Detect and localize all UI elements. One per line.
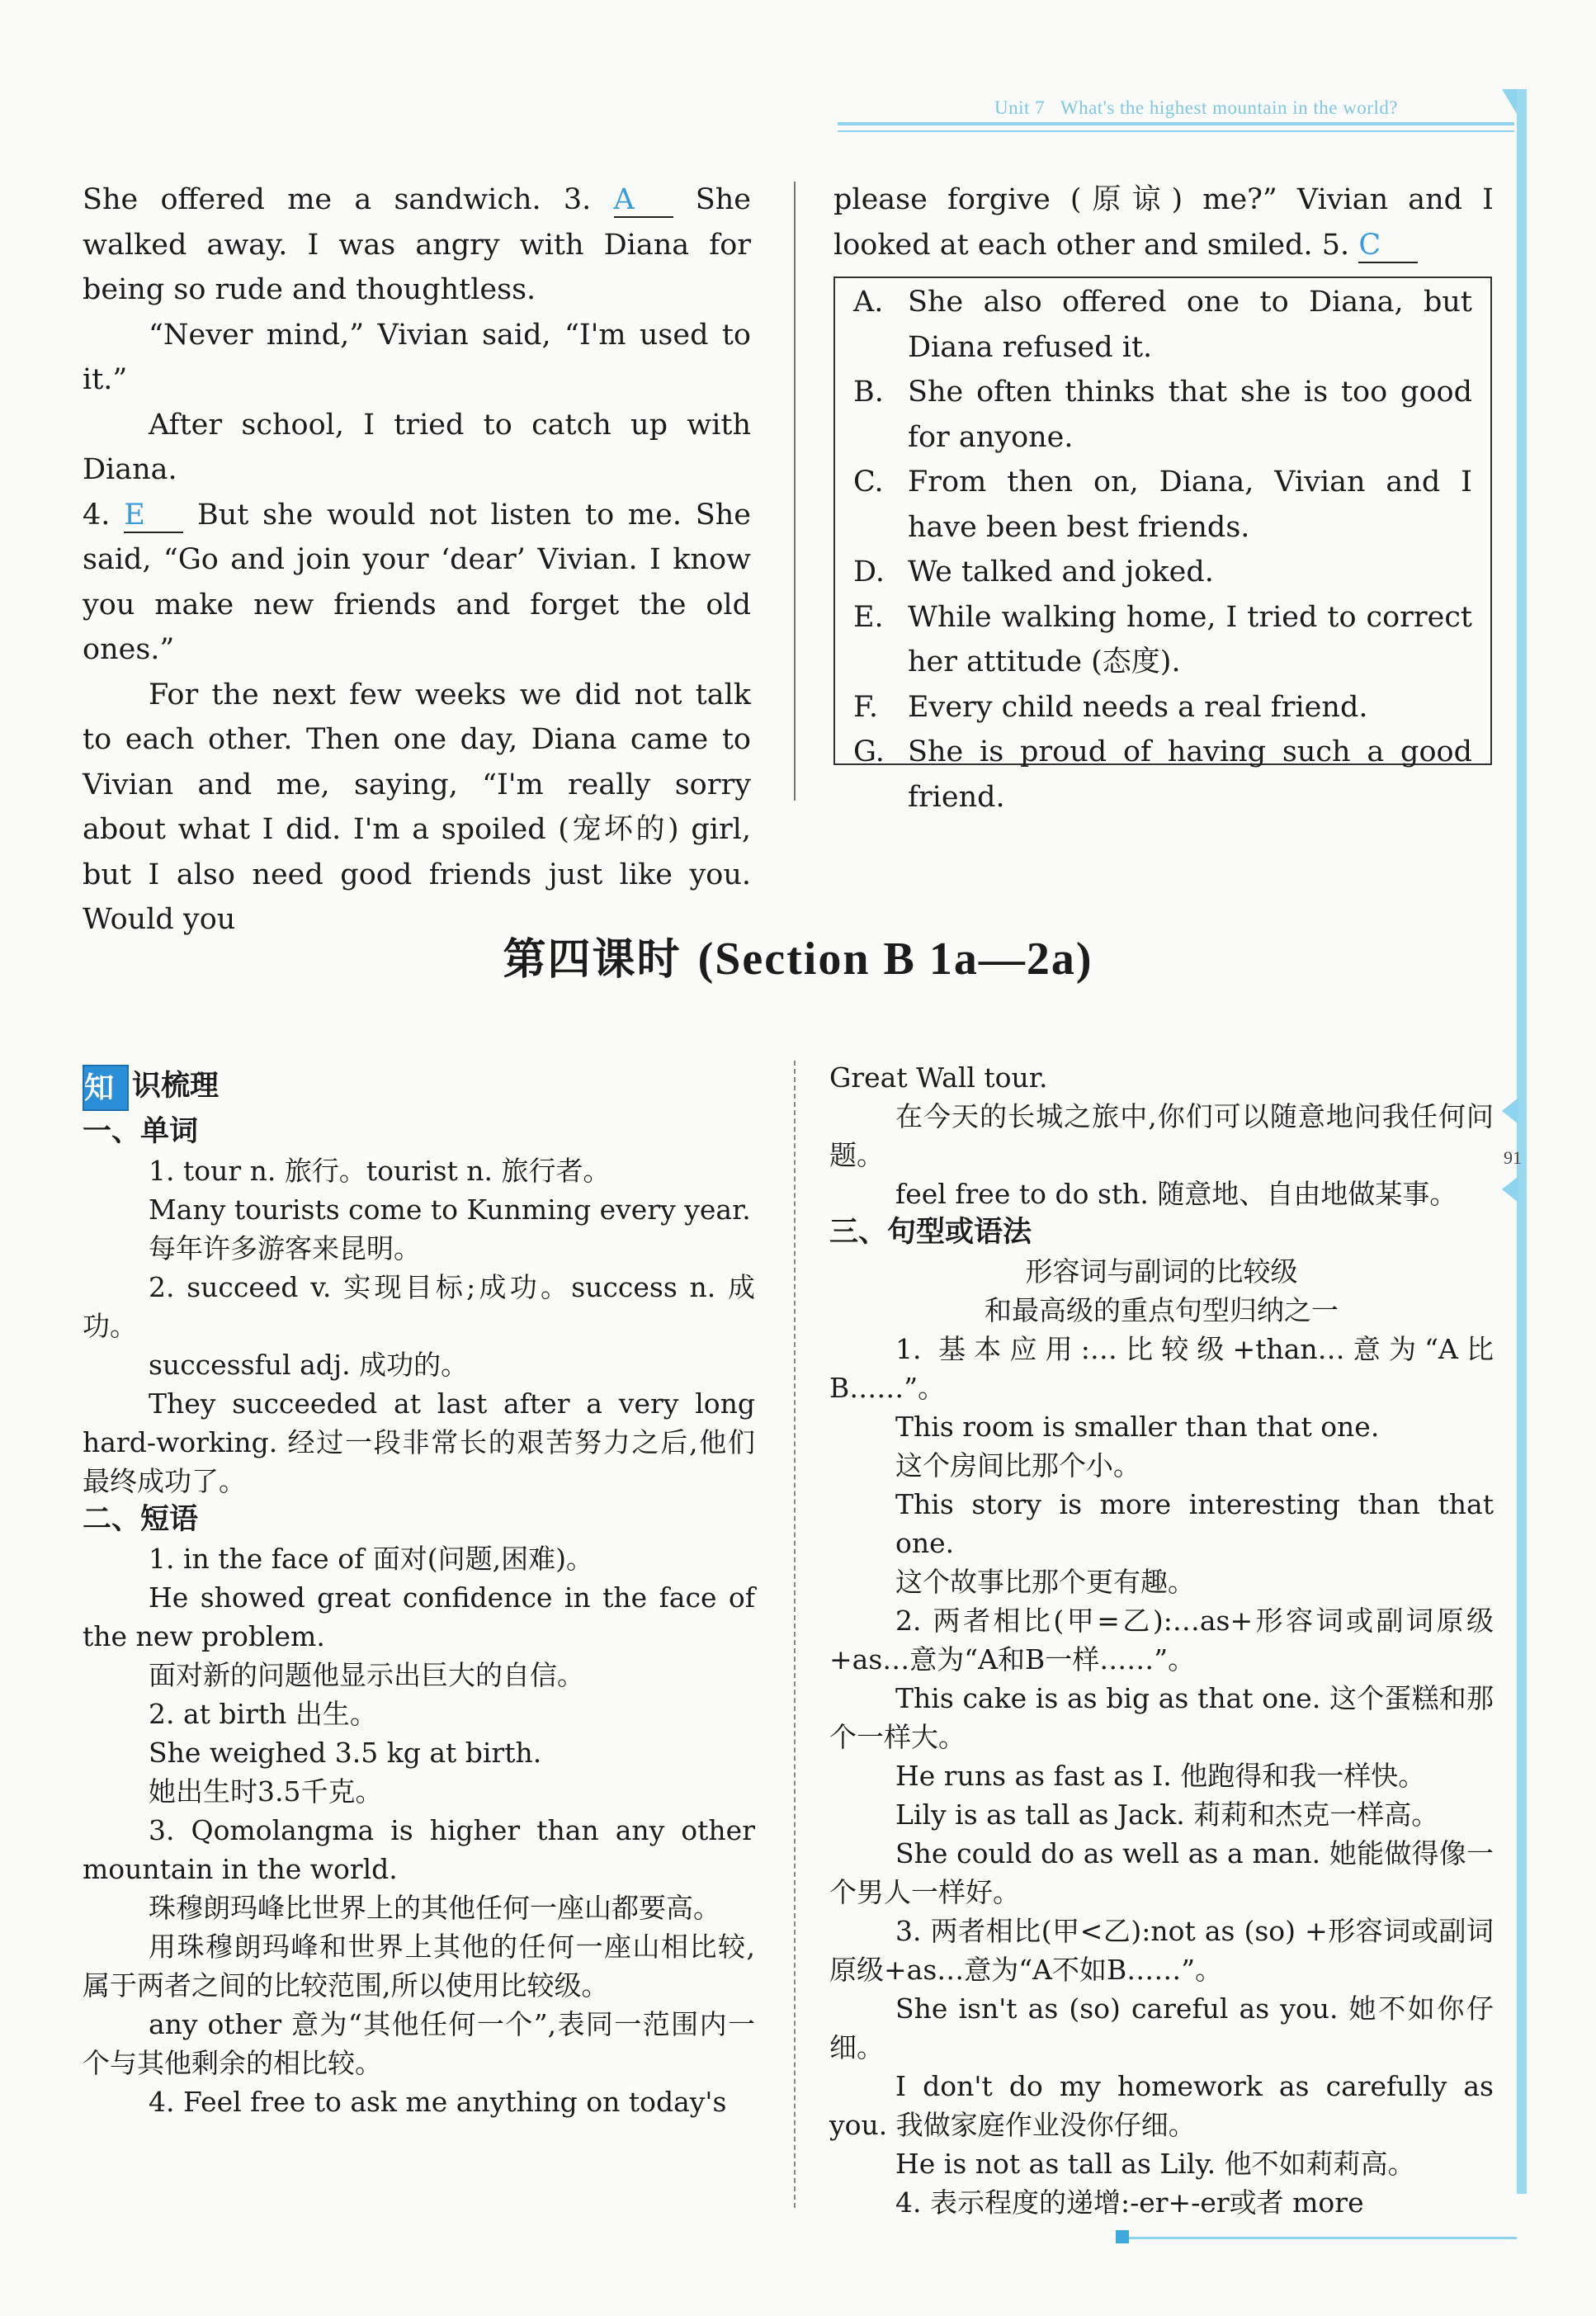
text-line: This cake is as big as that one. 这个蛋糕和那个一样大。 [829, 1682, 1494, 1753]
text-line: 1. in the face of 面对(问题,困难)。 [149, 1543, 594, 1575]
subheading-grammar: 三、句型或语法 [829, 1216, 1032, 1249]
reading-paragraph: please forgive (原谅) me?” Vivian and I looked at each other and smiled. 5. C [833, 183, 1494, 262]
reading-paragraph: “Never mind,” Vivian said, “I'm used to it.” [83, 318, 751, 396]
text-line: 3. Qomolangma is higher than any other mountain in the world. [83, 1814, 755, 1885]
text-line: 4. 表示程度的递增:-er+-er或者 more [895, 2186, 1364, 2219]
answer-blank[interactable]: C [1358, 229, 1418, 263]
text-line: Great Wall tour. [829, 1061, 1048, 1094]
text-line: She weighed 3.5 kg at birth. [149, 1737, 542, 1769]
text-line: 2. at birth 出生。 [149, 1698, 377, 1730]
option-item: G. She is proud of having such a good friend. [853, 735, 1472, 814]
page-number: 91 [1504, 1147, 1522, 1168]
text-line: Many tourists come to Kunming every year. [149, 1193, 751, 1226]
text-line: This story is more interesting than that one. [895, 1488, 1494, 1559]
option-item: E. While walking home, I tried to correct her attitude (态度). [853, 600, 1472, 678]
text-line: 珠穆朗玛峰比世界上的其他任何一座山都要高。 [149, 1892, 720, 1924]
text-line: He is not as tall as Lily. 他不如莉莉高。 [895, 2148, 1415, 2180]
text-line: 这个故事比那个更有趣。 [895, 1566, 1195, 1598]
edge-marker-icon [1502, 1098, 1518, 1124]
subheading-phrases: 二、短语 [83, 1503, 199, 1536]
text-line: 这个房间比那个小。 [895, 1449, 1140, 1482]
text-line: feel free to do sth. 随意地、自由地做某事。 [895, 1178, 1457, 1210]
option-item: F. Every child needs a real friend. [853, 690, 1368, 724]
option-item: C. From then on, Diana, Vivian and I have been best friends. [853, 466, 1472, 544]
subheading-words: 一、单词 [83, 1115, 199, 1148]
text-line: 在今天的长城之旅中,你们可以随意地问我任何问题。 [829, 1100, 1494, 1171]
reading-left-column [83, 177, 751, 943]
text-line: 面对新的问题他显示出巨大的自信。 [149, 1659, 584, 1691]
knowledge-badge-icon: 知 [83, 1065, 129, 1111]
text-line: They succeeded at last after a very long hard-working. 经过一段非常长的艰苦努力之后,他们最终成功了。 [83, 1387, 755, 1497]
text-line: 用珠穆朗玛峰和世界上其他的任何一座山相比较,属于两者之间的比较范围,所以使用比较级。 [83, 1931, 755, 2002]
text-line: She isn't as (so) careful as you. 她不如你仔细。 [829, 1992, 1494, 2063]
text-line: 2. 两者相比(甲=乙):…as+形容词或副词原级+as…意为“A和B一样……”。 [829, 1605, 1494, 1676]
text-line: Lily is as tall as Jack. 莉莉和杰克一样高。 [895, 1798, 1439, 1831]
edge-notch [1502, 89, 1517, 114]
header-rule [838, 122, 1514, 125]
text-line: He showed great confidence in the face of the new problem. [83, 1581, 755, 1652]
knowledge-right-column [829, 1058, 1494, 2222]
section-title: 第四课时 (Section B 1a—2a) [503, 933, 1093, 985]
answer-blank[interactable]: A [614, 183, 673, 218]
text-line: I don't do my homework as carefully as you. 我做家庭作业没你仔细。 [829, 2070, 1494, 2141]
options-box [833, 277, 1492, 814]
reading-paragraph: For the next few weeks we did not talk to each other. Then one day, Diana came to Vivian and me, saying, “I'm really sorry about what I did. I'm a spoiled (宠坏的) girl, but I also need good friends just like you. Would you [83, 678, 751, 936]
text-line: successful adj. 成功的。 [149, 1349, 469, 1381]
knowledge-left-column [83, 1065, 755, 2121]
grammar-title: 和最高级的重点句型归纳之一 [985, 1294, 1339, 1326]
header-rule-thin [838, 130, 1514, 132]
grammar-title: 形容词与副词的比较级 [1025, 1255, 1298, 1288]
text-line: This room is smaller than that one. [895, 1411, 1380, 1443]
knowledge-heading: 知 识梳理 [83, 1065, 755, 1111]
reading-right-column [833, 177, 1494, 267]
edge-marker-icon [1502, 1176, 1518, 1203]
page-edge-bar [1517, 89, 1527, 2194]
text-line: 4. Feel free to ask me anything on today's [149, 2086, 727, 2118]
reading-paragraph: After school, I tried to catch up with Diana. [83, 408, 751, 486]
footer-square-icon [1116, 2230, 1129, 2243]
text-line: 她出生时3.5千克。 [149, 1775, 383, 1808]
text-line: 2. succeed v. 实现目标;成功。success n. 成功。 [83, 1271, 755, 1342]
text-line: She could do as well as a man. 她能做得像一个男人一样好。 [829, 1837, 1494, 1908]
text-line: 每年许多游客来昆明。 [149, 1232, 421, 1264]
option-item: B. She often thinks that she is too good for anyone. [853, 376, 1472, 454]
reading-paragraph: 4. E But she would not listen to me. She said, “Go and join your ‘dear’ Vivian. I know you make new friends and forget the old ones.” [83, 498, 751, 666]
running-header: Unit 7 What's the highest mountain in the world? [994, 97, 1399, 118]
column-divider [794, 182, 796, 801]
text-line: He runs as fast as I. 他跑得和我一样快。 [895, 1760, 1426, 1792]
option-item: D. We talked and joked. [853, 555, 1214, 588]
text-line: 1. tour n. 旅行。tourist n. 旅行者。 [149, 1155, 611, 1187]
option-item: A. She also offered one to Diana, but Diana refused it. [853, 286, 1472, 364]
column-divider-dashed [794, 1061, 796, 2208]
text-line: 1. 基本应用:…比较级+than…意为“A比B……”。 [829, 1333, 1494, 1404]
answer-blank[interactable]: E [124, 499, 183, 533]
text-line: 3. 两者相比(甲<乙):not as (so) +形容词或副词原级+as…意为“A不如B……”。 [829, 1915, 1494, 1986]
text-line: any other 意为“其他任何一个”,表同一范围内一个与其他剩余的相比较。 [83, 2008, 755, 2079]
footer-rule [1122, 2237, 1517, 2239]
reading-paragraph: She offered me a sandwich. 3. A She walked away. I was angry with Diana for being so rude and thoughtless. [83, 183, 751, 306]
